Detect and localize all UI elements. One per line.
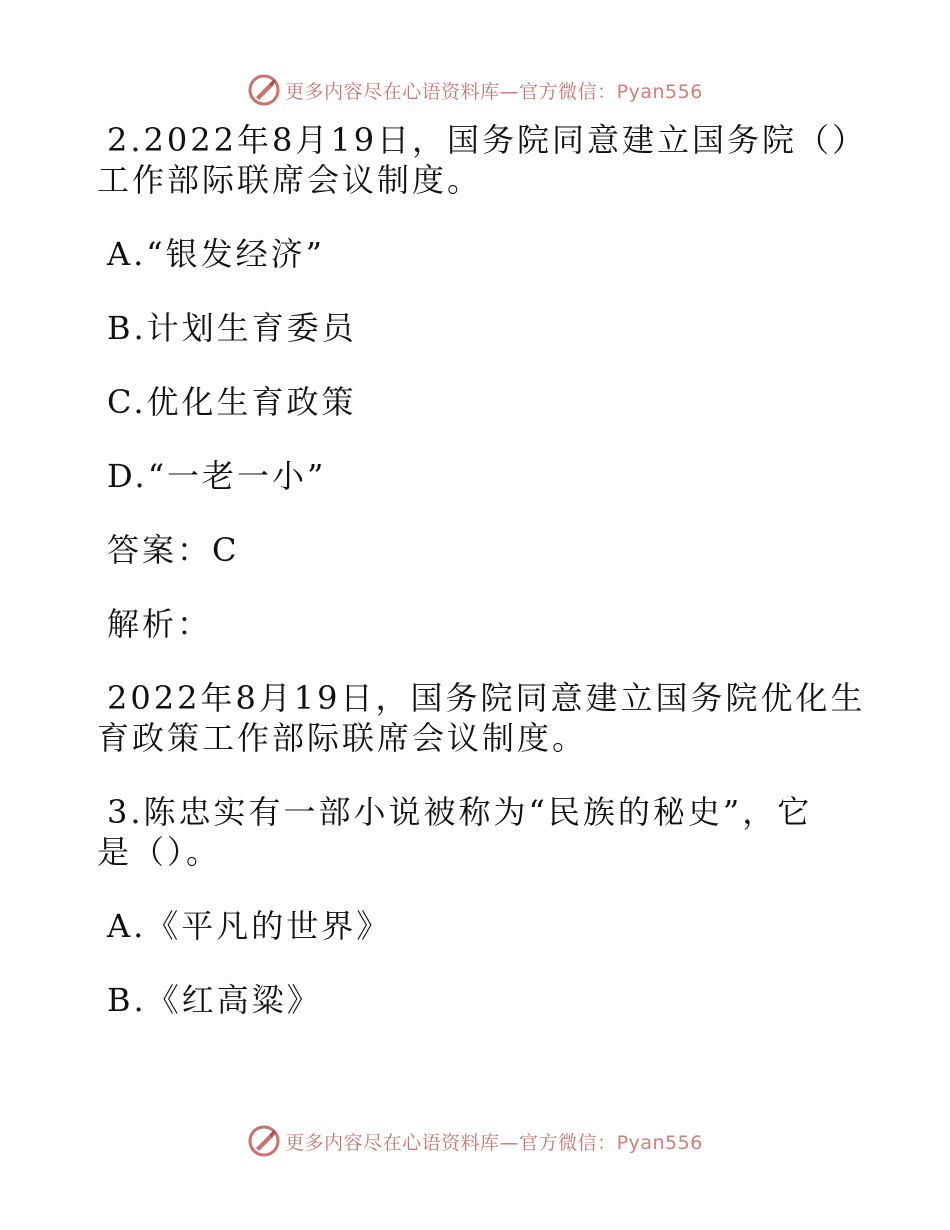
analysis-text xyxy=(97,678,866,758)
pen-logo-icon xyxy=(247,73,281,107)
text-line: A.《平凡的世界》 xyxy=(107,907,392,945)
question-2 xyxy=(97,120,868,200)
text-line: A.“银发经济” xyxy=(107,235,326,273)
text-line: 答案：C xyxy=(107,531,240,569)
text-line: 育政策工作部际联席会议制度。 xyxy=(97,719,588,757)
pen-logo-icon xyxy=(247,1124,281,1158)
question-3 xyxy=(97,792,857,872)
option-a xyxy=(97,234,857,274)
text-line: 解析： xyxy=(107,605,213,643)
answer xyxy=(97,530,857,570)
text-line: C.优化生育政策 xyxy=(107,383,357,421)
analysis-label xyxy=(97,604,857,644)
text-line: D.“一老一小” xyxy=(107,457,327,495)
text-line: 2.2022年8月19日，国务院同意建立国务院（） xyxy=(107,121,868,159)
watermark-text: 更多内容尽在心语资料库—官方微信：Pyan556 xyxy=(285,1131,703,1154)
header-watermark xyxy=(0,70,950,110)
option-b xyxy=(97,980,857,1020)
text-line: 2022年8月19日，国务院同意建立国务院优化生 xyxy=(107,679,866,717)
footer-watermark xyxy=(0,1121,950,1161)
watermark-contact: Pyan556 xyxy=(616,80,703,103)
text-line: 是（）。 xyxy=(97,833,222,871)
option-d xyxy=(97,456,857,496)
watermark-contact: Pyan556 xyxy=(616,1131,703,1154)
option-a xyxy=(97,906,857,946)
watermark-text: 更多内容尽在心语资料库—官方微信：Pyan556 xyxy=(285,80,703,103)
text-line: 3.陈忠实有一部小说被称为“民族的秘史”，它 xyxy=(107,793,813,831)
text-line: 工作部际联席会议制度。 xyxy=(97,161,483,199)
text-line: B.《红高粱》 xyxy=(107,981,322,1019)
option-b xyxy=(97,308,857,348)
text-line: B.计划生育委员 xyxy=(107,309,357,347)
option-c xyxy=(97,382,857,422)
document-body xyxy=(97,120,868,1054)
